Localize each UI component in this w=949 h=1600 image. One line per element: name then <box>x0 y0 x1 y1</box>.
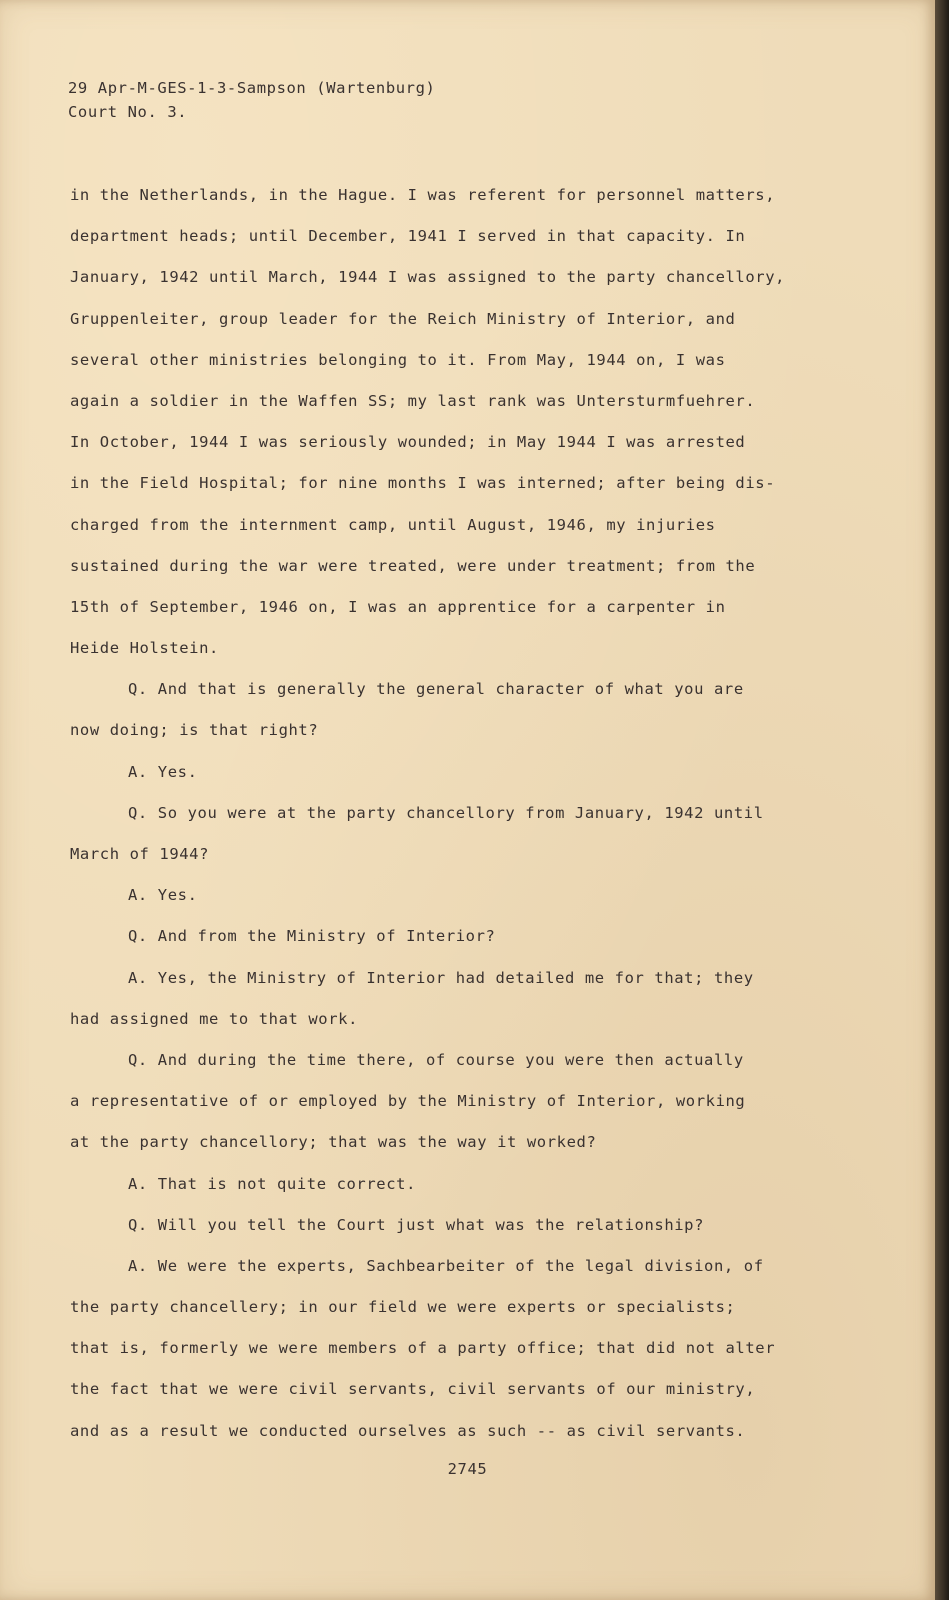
transcript-line: charged from the internment camp, until August, 1946, my injuries <box>70 515 716 534</box>
transcript-line: A. Yes, the Ministry of Interior had detailed me for that; they <box>128 968 754 987</box>
transcript-line: March of 1944? <box>70 845 210 863</box>
transcript-line: Q. And that is generally the general character of what you are <box>128 680 744 699</box>
transcript-line: Q. So you were at the party chancellory from January, 1942 until <box>128 803 764 822</box>
transcript-line: the party chancellery; in our field we were experts or specialists; <box>70 1298 736 1317</box>
header-line-1: 29 Apr-M-GES-1-3-Sampson (Wartenburg) <box>68 79 436 97</box>
transcript-line: sustained during the war were treated, were under treatment; from the <box>70 556 756 575</box>
transcript-line: A. Yes. <box>128 886 198 905</box>
transcript-line: in the Field Hospital; for nine months I was interned; after being dis- <box>70 474 776 493</box>
transcript-line: a representative of or employed by the Ministry of Interior, working <box>70 1092 746 1111</box>
transcript-line: in the Netherlands, in the Hague. I was referent for personnel matters, <box>70 186 776 204</box>
document-header <box>68 76 435 124</box>
transcript-line: January, 1942 until March, 1944 I was assigned to the party chancellory, <box>70 268 786 287</box>
transcript-line: now doing; is that right? <box>70 721 319 740</box>
transcript-line: Q. And from the Ministry of Interior? <box>128 927 496 946</box>
transcript-line: 15th of September, 1946 on, I was an apprentice for a carpenter in <box>70 597 726 616</box>
transcript-line: had assigned me to that work. <box>70 1009 359 1028</box>
transcript-body <box>70 175 800 1452</box>
transcript-line: Q. And during the time there, of course you were then actually <box>128 1050 744 1069</box>
transcript-line: A. We were the experts, Sachbearbeiter of the legal division, of <box>128 1256 764 1275</box>
transcript-line: Gruppenleiter, group leader for the Reich Ministry of Interior, and <box>70 309 736 328</box>
transcript-line: Heide Holstein. <box>70 639 219 658</box>
transcript-line: that is, formerly we were members of a party office; that did not alter <box>70 1339 776 1358</box>
page-number: 2745 <box>447 1460 488 1478</box>
transcript-line: In October, 1944 I was seriously wounded; in May 1944 I was arrested <box>70 433 746 452</box>
transcript-line: again a soldier in the Waffen SS; my last rank was Untersturmfuehrer. <box>70 391 756 410</box>
transcript-line: the fact that we were civil servants, civil servants of our ministry, <box>70 1380 756 1399</box>
transcript-line: and as a result we conducted ourselves as such -- as civil servants. <box>70 1421 746 1440</box>
transcript-line: department heads; until December, 1941 I served in that capacity. In <box>70 227 746 246</box>
transcript-line: A. That is not quite correct. <box>128 1174 417 1193</box>
transcript-line: Q. Will you tell the Court just what was the relationship? <box>128 1215 705 1234</box>
page-edge-shadow <box>935 0 949 1600</box>
transcript-line: several other ministries belonging to it. From May, 1944 on, I was <box>70 350 726 369</box>
transcript-line: at the party chancellory; that was the way it worked? <box>70 1133 597 1152</box>
transcript-line: A. Yes. <box>128 762 198 781</box>
header-line-2: Court No. 3. <box>68 103 188 121</box>
